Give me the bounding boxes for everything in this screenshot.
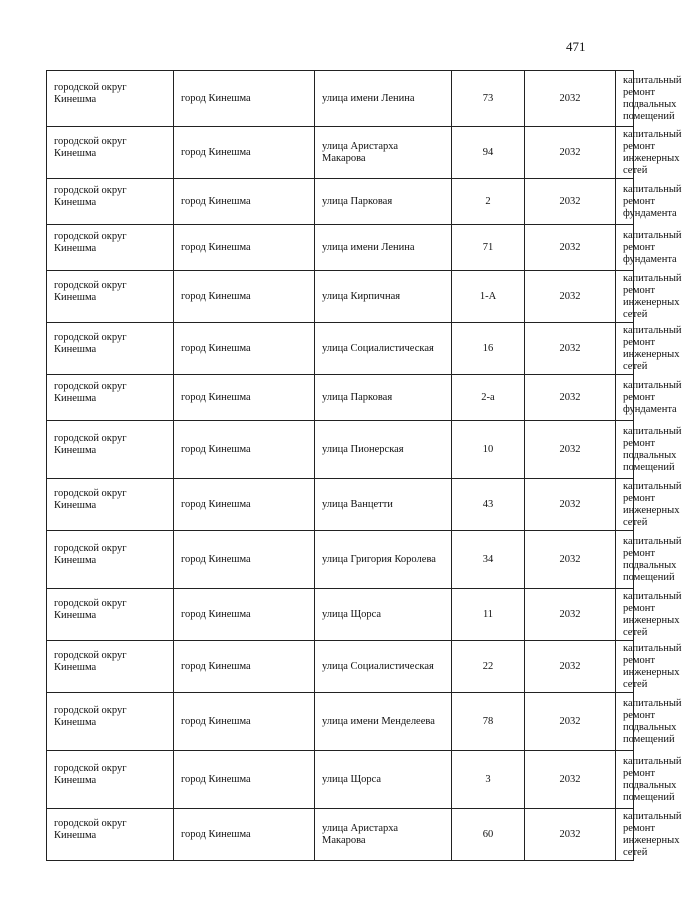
year-cell: 2032 xyxy=(525,479,616,531)
city-cell: город Кинешма xyxy=(174,375,315,421)
house-cell: 10 xyxy=(452,421,525,479)
work-cell: капитальный ремонт инженерных сетей xyxy=(616,127,634,179)
city-cell: город Кинешма xyxy=(174,479,315,531)
okrug-cell: городской округ Кинешма xyxy=(47,693,174,751)
okrug-cell: городской округ Кинешма xyxy=(47,127,174,179)
repair-schedule-table xyxy=(46,70,682,861)
house-cell: 73 xyxy=(452,71,525,127)
city-cell: город Кинешма xyxy=(174,271,315,323)
table-row xyxy=(47,323,634,375)
work-cell: капитальный ремонт фундамента xyxy=(616,179,634,225)
house-cell: 16 xyxy=(452,323,525,375)
table-row xyxy=(47,531,634,589)
okrug-cell: городской округ Кинешма xyxy=(47,809,174,861)
okrug-cell: городской округ Кинешма xyxy=(47,375,174,421)
house-cell: 3 xyxy=(452,751,525,809)
street-cell: улица Кирпичная xyxy=(315,271,452,323)
table-row xyxy=(47,271,634,323)
city-cell: город Кинешма xyxy=(174,179,315,225)
house-cell: 71 xyxy=(452,225,525,271)
city-cell: город Кинешма xyxy=(174,127,315,179)
year-cell: 2032 xyxy=(525,271,616,323)
work-cell: капитальный ремонт подвальных помещений xyxy=(616,71,634,127)
okrug-cell: городской округ Кинешма xyxy=(47,531,174,589)
table-row xyxy=(47,127,634,179)
street-cell: улица Социалистическая xyxy=(315,641,452,693)
table-row xyxy=(47,479,634,531)
work-cell: капитальный ремонт инженерных сетей xyxy=(616,641,634,693)
year-cell: 2032 xyxy=(525,751,616,809)
year-cell: 2032 xyxy=(525,531,616,589)
okrug-cell: городской округ Кинешма xyxy=(47,641,174,693)
okrug-cell: городской округ Кинешма xyxy=(47,179,174,225)
house-cell: 11 xyxy=(452,589,525,641)
city-cell: город Кинешма xyxy=(174,323,315,375)
okrug-cell: городской округ Кинешма xyxy=(47,71,174,127)
table-row xyxy=(47,225,634,271)
table-row xyxy=(47,71,634,127)
year-cell: 2032 xyxy=(525,375,616,421)
okrug-cell: городской округ Кинешма xyxy=(47,225,174,271)
table-row xyxy=(47,751,634,809)
house-cell: 1-А xyxy=(452,271,525,323)
work-cell: капитальный ремонт подвальных помещений xyxy=(616,421,634,479)
work-cell: капитальный ремонт инженерных сетей xyxy=(616,271,634,323)
street-cell: улица Щорса xyxy=(315,589,452,641)
street-cell: улица Аристарха Макарова xyxy=(315,809,452,861)
work-cell: капитальный ремонт фундамента xyxy=(616,225,634,271)
work-cell: капитальный ремонт инженерных сетей xyxy=(616,323,634,375)
work-cell: капитальный ремонт фундамента xyxy=(616,375,634,421)
year-cell: 2032 xyxy=(525,809,616,861)
city-cell: город Кинешма xyxy=(174,71,315,127)
okrug-cell: городской округ Кинешма xyxy=(47,421,174,479)
year-cell: 2032 xyxy=(525,179,616,225)
table-row xyxy=(47,589,634,641)
street-cell: улица Парковая xyxy=(315,375,452,421)
street-cell: улица Ванцетти xyxy=(315,479,452,531)
city-cell: город Кинешма xyxy=(174,809,315,861)
street-cell: улица Пионерская xyxy=(315,421,452,479)
street-cell: улица Григория Королева xyxy=(315,531,452,589)
street-cell: улица Социалистическая xyxy=(315,323,452,375)
okrug-cell: городской округ Кинешма xyxy=(47,751,174,809)
work-cell: капитальный ремонт инженерных сетей xyxy=(616,589,634,641)
street-cell: улица Аристарха Макарова xyxy=(315,127,452,179)
house-cell: 22 xyxy=(452,641,525,693)
house-cell: 78 xyxy=(452,693,525,751)
table-row xyxy=(47,809,634,861)
city-cell: город Кинешма xyxy=(174,641,315,693)
year-cell: 2032 xyxy=(525,127,616,179)
street-cell: улица имени Ленина xyxy=(315,225,452,271)
city-cell: город Кинешма xyxy=(174,751,315,809)
work-cell: капитальный ремонт подвальных помещений xyxy=(616,693,634,751)
year-cell: 2032 xyxy=(525,641,616,693)
house-cell: 34 xyxy=(452,531,525,589)
table-row xyxy=(47,693,634,751)
okrug-cell: городской округ Кинешма xyxy=(47,323,174,375)
city-cell: город Кинешма xyxy=(174,693,315,751)
okrug-cell: городской округ Кинешма xyxy=(47,589,174,641)
city-cell: город Кинешма xyxy=(174,589,315,641)
city-cell: город Кинешма xyxy=(174,225,315,271)
work-cell: капитальный ремонт инженерных сетей xyxy=(616,479,634,531)
city-cell: город Кинешма xyxy=(174,531,315,589)
house-cell: 2-а xyxy=(452,375,525,421)
year-cell: 2032 xyxy=(525,323,616,375)
work-cell: капитальный ремонт подвальных помещений xyxy=(616,531,634,589)
table-row xyxy=(47,641,634,693)
street-cell: улица имени Менделеева xyxy=(315,693,452,751)
street-cell: улица Парковая xyxy=(315,179,452,225)
house-cell: 2 xyxy=(452,179,525,225)
page-number: 471 xyxy=(566,39,586,54)
year-cell: 2032 xyxy=(525,421,616,479)
okrug-cell: городской округ Кинешма xyxy=(47,479,174,531)
house-cell: 60 xyxy=(452,809,525,861)
year-cell: 2032 xyxy=(525,693,616,751)
work-cell: капитальный ремонт инженерных сетей xyxy=(616,809,634,861)
table-row xyxy=(47,179,634,225)
house-cell: 43 xyxy=(452,479,525,531)
okrug-cell: городской округ Кинешма xyxy=(47,271,174,323)
work-cell: капитальный ремонт подвальных помещений xyxy=(616,751,634,809)
street-cell: улица имени Ленина xyxy=(315,71,452,127)
street-cell: улица Щорса xyxy=(315,751,452,809)
table-row xyxy=(47,375,634,421)
city-cell: город Кинешма xyxy=(174,421,315,479)
table-row xyxy=(47,421,634,479)
year-cell: 2032 xyxy=(525,589,616,641)
year-cell: 2032 xyxy=(525,225,616,271)
house-cell: 94 xyxy=(452,127,525,179)
year-cell: 2032 xyxy=(525,71,616,127)
